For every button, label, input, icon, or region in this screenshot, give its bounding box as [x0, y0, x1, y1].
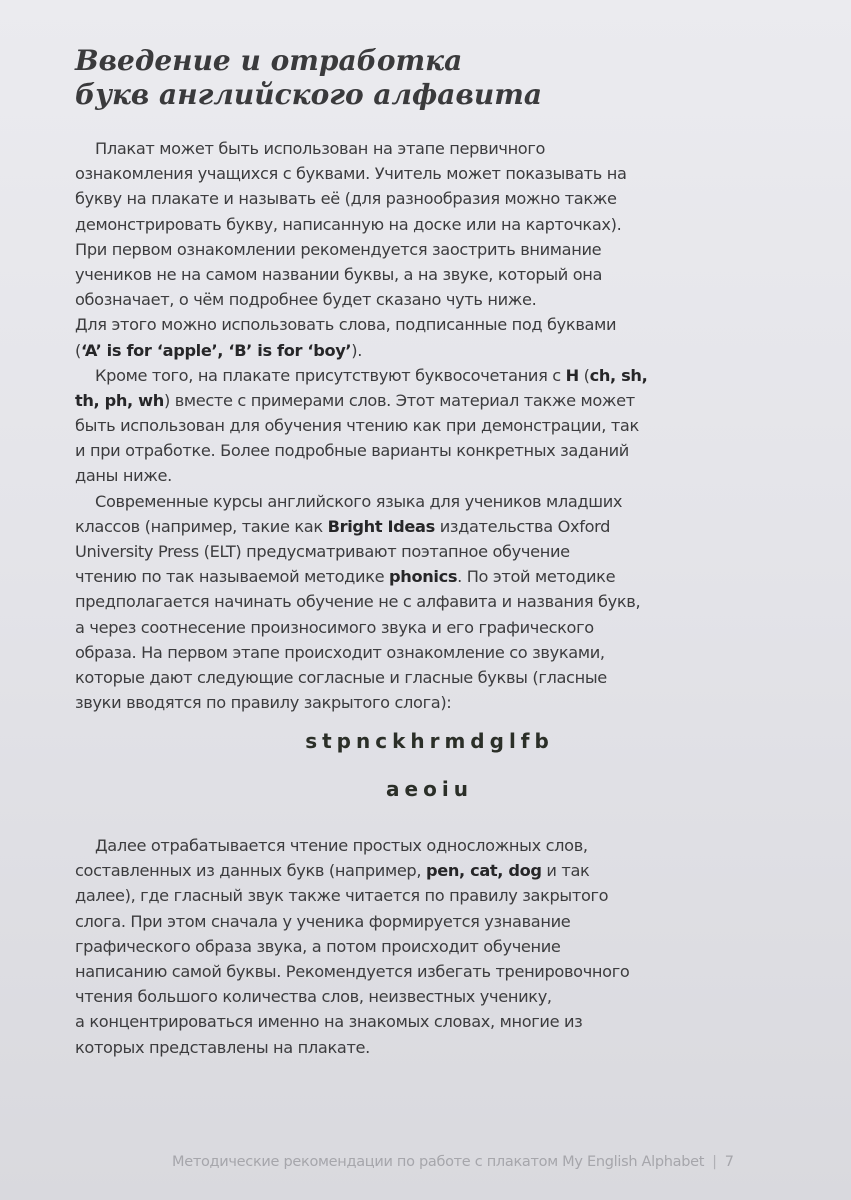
paragraph-4-line [75, 858, 725, 883]
paragraph-2-line [75, 388, 725, 413]
paragraph-1-line: обозначает, о чём подробнее будет сказано чуть ниже. [75, 290, 537, 310]
paragraph-1-line: ознакомления учащихся с буквами. Учитель может показывать на [75, 164, 627, 184]
paragraph-4-line: далее), где гласный звук также читается по правилу закрытого [75, 886, 609, 906]
text: издательства Oxford [434, 516, 611, 536]
text: ) вместе с примерами слов. Этот материал также может [163, 390, 635, 410]
paragraph-1-line: демонстрировать букву, написанную на доске или на карточках). [75, 214, 622, 234]
paragraph-3-line: звуки вводятся по правилу закрытого слога): [75, 693, 452, 713]
paragraph-2-line: даны ниже. [75, 466, 172, 486]
text: классов (например, такие как [75, 516, 328, 536]
paragraph-1-line-examples [75, 338, 725, 363]
paragraph-2-line [75, 363, 725, 388]
course-name-bold: Bright Ideas [327, 516, 435, 536]
paragraph-3-line: а через соотнесение произносимого звука и его графического [75, 617, 594, 637]
paragraph-1-line: Для этого можно использовать слова, подписанные под буквами [75, 315, 617, 335]
text: и так [541, 861, 590, 881]
paragraph-4-line: чтения большого количества слов, неизвестных ученику, [75, 987, 552, 1007]
paragraph-3-line: образа. На первом этапе происходит ознакомление со звуками, [75, 642, 605, 662]
section-title-line-1: Введение и отработка [75, 44, 463, 77]
page-footer [172, 1154, 734, 1170]
vowel-letters: aeoiu [386, 777, 473, 801]
paragraph-3-line: Современные курсы английского языка для учеников младших [95, 491, 623, 511]
text: ( [578, 365, 590, 385]
paragraph-3-line: University Press (ELT) предусматривают поэтапное обучение [75, 542, 570, 561]
paragraph-4-line: слога. При этом сначала у ученика формируется узнавание [75, 911, 571, 931]
paragraph-3-line [75, 514, 725, 539]
section-title [75, 44, 542, 112]
consonant-letters: stpnckhrmdglfb [305, 729, 554, 753]
paragraph-1-line: При первом ознакомлении рекомендуется заострить внимание [75, 239, 602, 259]
footer-separator: | [712, 1154, 717, 1170]
paragraph-3-line: которые дают следующие согласные и гласные буквы (гласные [75, 667, 607, 687]
text: чтению по так называемой методике [75, 567, 390, 587]
show-through-text [560, 60, 565, 78]
page-number: 7 [724, 1154, 734, 1170]
method-name-bold: phonics [389, 567, 458, 587]
text: . По этой методике [457, 567, 616, 587]
example-words-bold: pen, cat, dog [425, 861, 542, 881]
digraphs-bold: ch, sh, [589, 365, 648, 385]
letter-h-bold: H [565, 365, 579, 385]
paragraph-2-line: быть использован для обучения чтению как при демонстрации, так [75, 416, 639, 436]
paragraph-3-line [75, 564, 725, 589]
paragraph-4-line: написанию самой буквы. Рекомендуется избегать тренировочного [75, 961, 630, 981]
paragraph-4-line: которых представлены на плакате. [75, 1037, 370, 1057]
text: ( [75, 340, 81, 360]
digraphs-bold: th, ph, wh [75, 390, 164, 410]
paragraph-1-line: букву на плакате и называть её (для разнообразия можно также [75, 189, 617, 209]
paragraph-2-line: и при отработке. Более подробные варианты конкретных заданий [75, 441, 629, 461]
text: Кроме того, на плакате присутствуют буквосочетания с [95, 365, 566, 385]
paragraph-4-line: Далее отрабатывается чтение простых односложных слов, [95, 836, 588, 855]
section-title-line-2: букв английского алфавита [75, 78, 542, 111]
text: составленных из данных букв (например, [75, 861, 426, 881]
paragraph-1-line: учеников не на самом названии буквы, а на звуке, который она [75, 264, 603, 284]
paragraph-1-line: Плакат может быть использован на этапе первичного [95, 139, 546, 158]
paragraph-4-line: а концентрироваться именно на знакомых словах, многие из [75, 1012, 583, 1032]
paragraph-3-line: предполагается начинать обучение не с алфавита и названия букв, [75, 592, 641, 612]
example-phrase-bold: ‘A’ is for ‘apple’, ‘B’ is for ‘boy’ [80, 340, 352, 360]
footer-title: Методические рекомендации по работе с плакатом My English Alphabet [172, 1154, 705, 1170]
body-text-lower [75, 833, 725, 1060]
text: ). [351, 340, 362, 360]
paragraph-4-line: графического образа звука, а потом происходит обучение [75, 936, 561, 956]
body-text-upper [75, 136, 725, 715]
